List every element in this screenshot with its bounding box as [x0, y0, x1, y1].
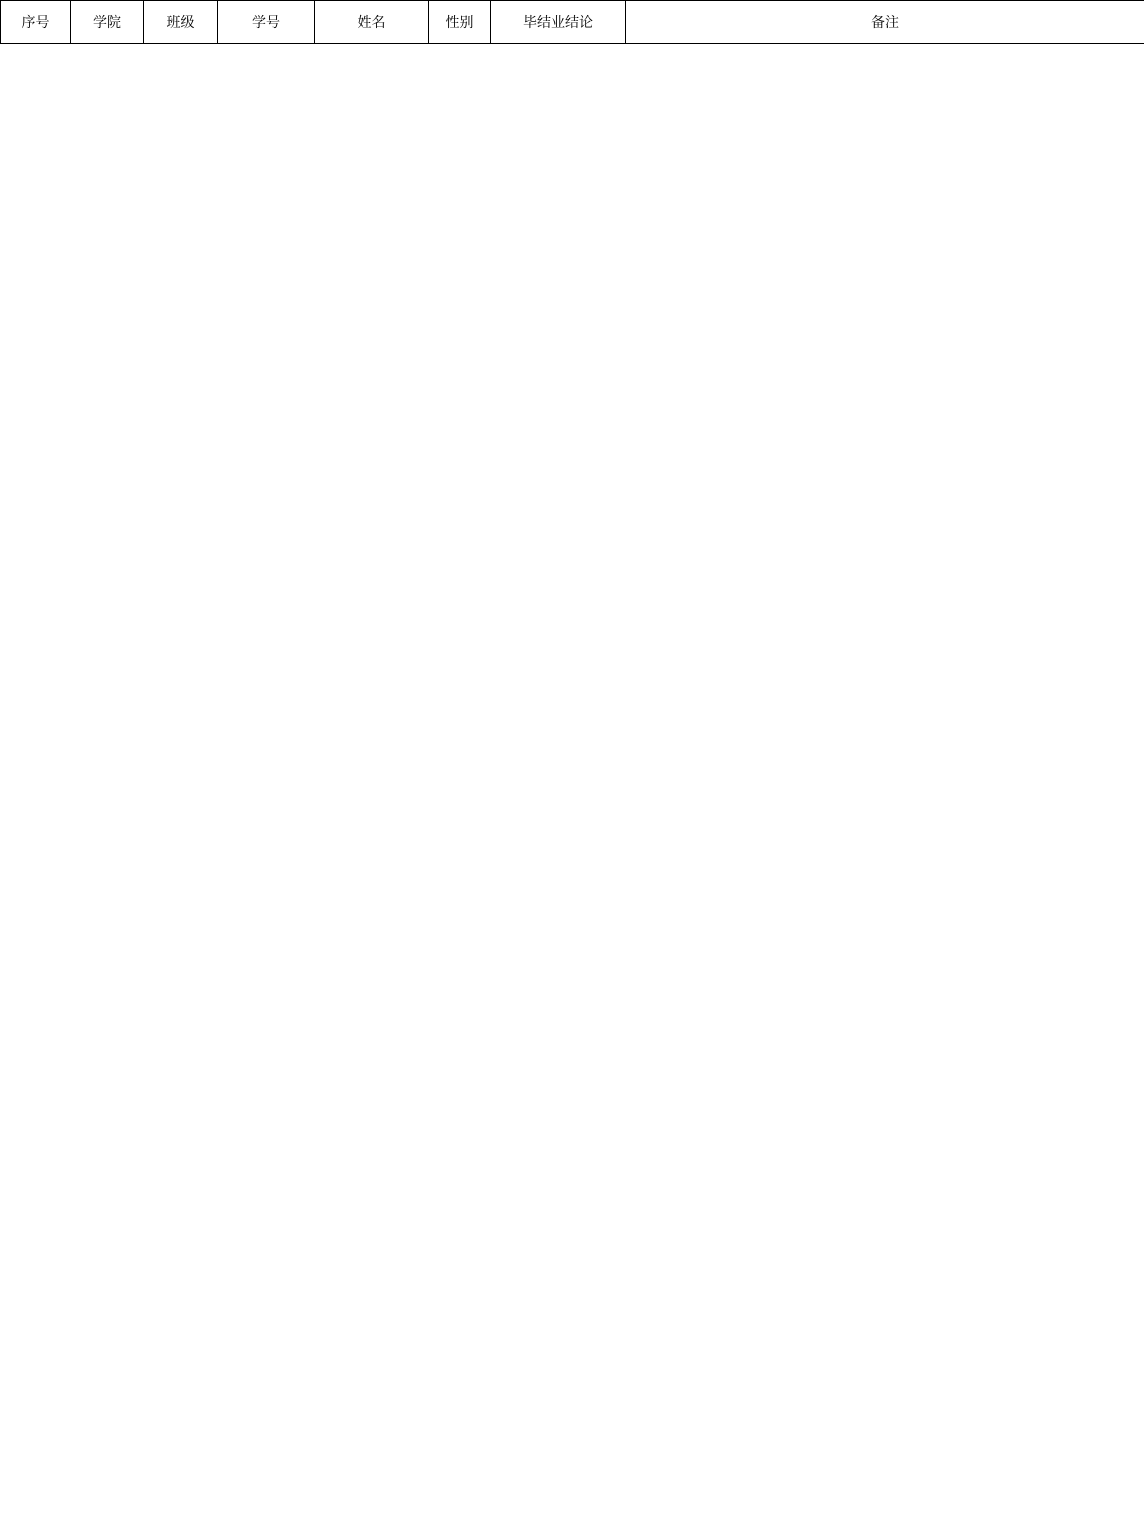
table-row: [1, 780, 1144, 826]
table-row: [1, 1470, 1144, 1516]
table-body: [1, 44, 1144, 1516]
table-row: [1, 1102, 1144, 1148]
column-header-name: 姓名: [315, 1, 429, 44]
column-header-college: 学院: [71, 1, 144, 44]
table-row: [1, 688, 1144, 734]
table-row: [1, 1010, 1144, 1056]
table-row: [1, 826, 1144, 872]
column-header-remark: 备注: [626, 1, 1144, 44]
column-header-no: 序号: [1, 1, 71, 44]
table-row: [1, 1424, 1144, 1470]
table-row: [1, 44, 1144, 90]
table-row: [1, 918, 1144, 964]
table-row: [1, 1194, 1144, 1240]
table-row: [1, 872, 1144, 918]
table-row: [1, 504, 1144, 550]
column-header-class_name: 班级: [144, 1, 218, 44]
table-row: [1, 366, 1144, 412]
column-header-student_id: 学号: [218, 1, 315, 44]
column-header-conclusion: 毕结业结论: [491, 1, 626, 44]
table-row: [1, 642, 1144, 688]
table-row: [1, 228, 1144, 274]
table-row: [1, 964, 1144, 1010]
table-row: [1, 550, 1144, 596]
table-row: [1, 1240, 1144, 1286]
table-row: [1, 136, 1144, 182]
header-row: [1, 1, 1144, 44]
table-row: [1, 274, 1144, 320]
table-row: [1, 182, 1144, 228]
table-row: [1, 90, 1144, 136]
table-row: [1, 1148, 1144, 1194]
table-row: [1, 1332, 1144, 1378]
table-row: [1, 1286, 1144, 1332]
table-row: [1, 320, 1144, 366]
table-row: [1, 596, 1144, 642]
column-header-gender: 性别: [429, 1, 491, 44]
table-row: [1, 1378, 1144, 1424]
table-row: [1, 412, 1144, 458]
table-row: [1, 1056, 1144, 1102]
table-row: [1, 458, 1144, 504]
table-row: [1, 734, 1144, 780]
